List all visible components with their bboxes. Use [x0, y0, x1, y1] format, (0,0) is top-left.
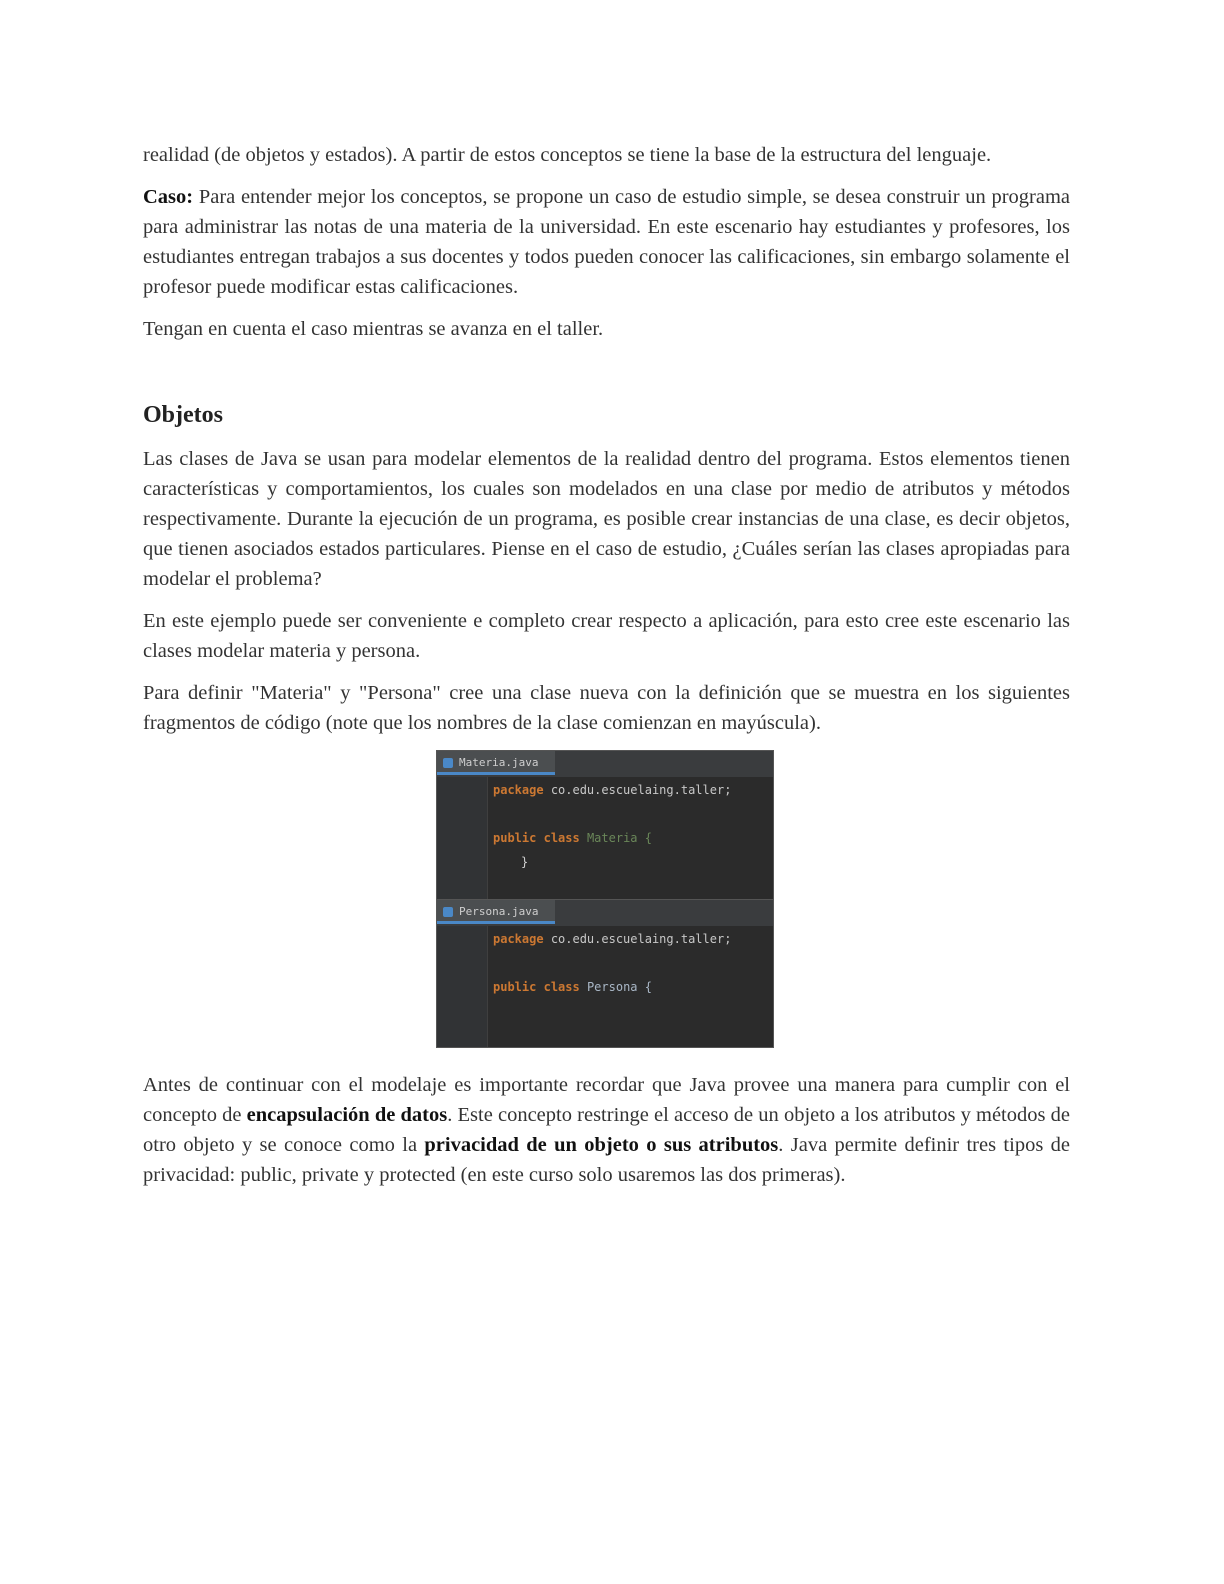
code-line: [493, 783, 731, 797]
paragraph-objects-1: Las clases de Java se usan para modelar elementos de la realidad dentro del programa. Estos elementos tienen características y comportamientos, los cuales son modelados en una clase por medio de atributos y métodos respectivamente. Durante la ejecución de un programa, es posible crear instancias de una clase, es decir objetos, que tienen asociados estados particulares. Piense en el caso de estudio, ¿Cuáles serían las clases apropiadas para modelar el problema?: [143, 448, 1070, 590]
section-title-objetos: Objetos: [143, 402, 223, 428]
code-line: }: [521, 855, 529, 869]
editor-tab-label: Materia.java: [459, 756, 539, 769]
package-name: co.edu.escuelaing.taller;: [550, 932, 732, 946]
line-gutter: [437, 926, 488, 1047]
package-name: co.edu.escuelaing.taller;: [550, 783, 732, 797]
bold-term-privacy: privacidad de un objeto o sus atributos: [424, 1134, 779, 1156]
text-run: Antes de continuar con el modelaje es importante recordar que Java provee una manera para cumplir con el concepto de: [143, 1074, 1070, 1126]
code-line: [493, 932, 731, 946]
case-text: Para entender mejor los conceptos, se propone un caso de estudio simple, se desea construir un programa para administrar las notas de una materia de la universidad. En este escenario hay estudiantes y profesores, los estudiantes entregan trabajos a sus docentes y todos pueden conocer las calificaciones, sin embargo solamente el profesor puede modificar estas calificaciones.: [143, 186, 1070, 298]
code-area: [493, 926, 769, 1047]
editor-tabbar: [437, 899, 773, 926]
editor-pane-persona: [437, 899, 773, 1047]
class-name: Materia {: [586, 831, 652, 845]
document-body: [143, 140, 1070, 1202]
case-label: Caso:: [143, 186, 194, 208]
paragraph-case: [143, 182, 1070, 302]
code-editor-screenshot: [436, 750, 774, 1048]
keyword: class: [543, 831, 580, 845]
keyword: class: [543, 980, 580, 994]
text-run: . Java permite definir tres tipos de privacidad: public, private y protected (en este curso solo usaremos las dos primeras).: [143, 1134, 1070, 1186]
editor-tab-label: Persona.java: [459, 905, 539, 918]
paragraph-encapsulation: [143, 1070, 1070, 1190]
keyword: public: [493, 980, 537, 994]
editor-tabbar: [437, 751, 773, 777]
line-gutter: [437, 777, 488, 899]
code-screenshot-figure: [143, 750, 1070, 1058]
paragraph-objects-3: Para definir "Materia" y "Persona" cree una clase nueva con la definición que se muestra en los siguientes fragmentos de código (note que los nombres de la clase comienzan en mayúscula).: [143, 682, 1070, 734]
text-run: . Este concepto restringe el acceso de un objeto a los atributos y métodos de otro objeto y se conoce como la: [143, 1104, 1070, 1156]
class-name: Persona {: [586, 980, 652, 994]
paragraph-objects-2: En este ejemplo puede ser conveniente e completo crear respecto a aplicación, para esto cree este escenario las clases modelar materia y persona.: [143, 610, 1070, 662]
java-file-icon: [443, 758, 453, 768]
editor-pane-materia: [437, 751, 773, 899]
editor-tab-materia: [437, 751, 555, 775]
code-area: [493, 777, 769, 899]
code-line: [493, 831, 652, 845]
editor-tab-persona: [437, 900, 555, 924]
bold-term-encapsulation: encapsulación de datos: [246, 1104, 448, 1126]
code-line: [493, 980, 652, 994]
paragraph-case-reminder: Tengan en cuenta el caso mientras se avanza en el taller.: [143, 318, 604, 340]
keyword: package: [493, 783, 544, 797]
java-file-icon: [443, 907, 453, 917]
keyword: package: [493, 932, 544, 946]
keyword: public: [493, 831, 537, 845]
paragraph-intro-continuation: realidad (de objetos y estados). A partir de estos conceptos se tiene la base de la estructura del lenguaje.: [143, 144, 992, 166]
